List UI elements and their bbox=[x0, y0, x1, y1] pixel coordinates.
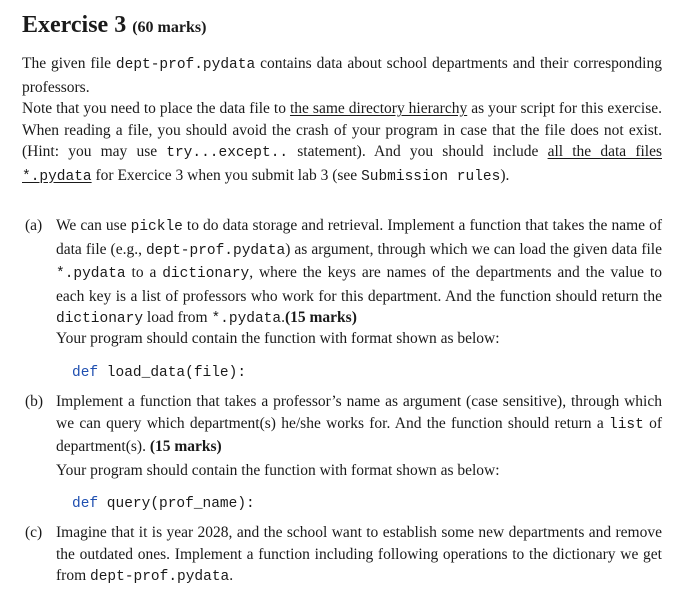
part-a-marks: (15 marks) bbox=[284, 309, 357, 326]
intro-section bbox=[22, 53, 662, 188]
part-a-body bbox=[56, 215, 662, 331]
part-b-body bbox=[56, 391, 662, 458]
text: load from bbox=[143, 309, 212, 326]
exercise-title: Exercise 3 bbox=[22, 12, 127, 38]
part-b-note: Your program should contain the function with format shown as below: bbox=[56, 462, 500, 479]
function-signature: load_data(file): bbox=[98, 365, 247, 381]
part-a-note: Your program should contain the function with format shown as below: bbox=[56, 330, 500, 347]
part-a-code bbox=[72, 363, 246, 385]
exercise-heading bbox=[22, 8, 206, 45]
part-b-label: (b) bbox=[25, 393, 44, 410]
def-keyword: def bbox=[72, 365, 99, 381]
code: dictionary bbox=[162, 266, 250, 282]
def-keyword: def bbox=[72, 496, 99, 512]
text: We can use bbox=[56, 217, 131, 234]
try-except-code: try...except.. bbox=[166, 145, 289, 161]
code: dictionary bbox=[56, 311, 144, 327]
text: as your script for this exercise. When reading a file, you should avoid the crash of your program in case that the file does not exist. (Hint: you may use bbox=[22, 100, 663, 160]
text: statement). And you should include bbox=[288, 143, 548, 160]
intro-paragraph-1 bbox=[22, 53, 662, 98]
text: of department(s). bbox=[56, 414, 663, 455]
code: dept-prof.pydata bbox=[145, 242, 286, 259]
text: , where the keys are names of the departments and the value to each key is a list of professors who work for this department. And the function should return the bbox=[56, 264, 662, 305]
code: *.pydata bbox=[211, 311, 282, 327]
intro-paragraph-2 bbox=[22, 98, 662, 188]
text: Imagine that it is year 2028, and the school want to establish some new departments and remove the outdated ones. Implement a function including following operations to the dictionary we get from bbox=[56, 524, 662, 584]
text: ) as argument, through which we can load the given data file bbox=[285, 240, 662, 258]
text: ). bbox=[500, 166, 510, 184]
part-b bbox=[22, 391, 662, 458]
underlined-text: all the data files bbox=[547, 143, 662, 160]
part-c bbox=[22, 522, 662, 589]
function-signature: query(prof_name): bbox=[98, 496, 255, 512]
text: Note that you need to place the data file to bbox=[22, 100, 290, 117]
text: The given file bbox=[22, 55, 116, 72]
file-name-code: dept-prof.pydata bbox=[115, 57, 256, 73]
exercise-marks: (60 marks) bbox=[132, 19, 207, 36]
text: . bbox=[229, 567, 234, 584]
pydata-glob-code: *.pydata bbox=[22, 168, 92, 185]
underlined-text: the same directory hierarchy bbox=[289, 100, 468, 117]
text: for Exercice 3 when you submit lab 3 (see bbox=[91, 166, 362, 184]
part-a bbox=[22, 215, 662, 331]
submission-rules-code: Submission rules bbox=[361, 168, 501, 185]
code: list bbox=[609, 416, 644, 433]
code: dept-prof.pydata bbox=[90, 569, 230, 585]
part-b-marks: (15 marks) bbox=[149, 438, 222, 455]
text: Implement a function that takes a professor’s name as argument (case sensitive), through which we can query which department(s) he/she works for. And the function should return a bbox=[56, 393, 662, 432]
part-c-label: (c) bbox=[25, 524, 43, 541]
text: to a bbox=[125, 264, 163, 281]
code: *.pydata bbox=[56, 266, 126, 282]
text: to do data storage and retrieval. Implement a function that takes the name of data file (e.g., bbox=[56, 217, 662, 258]
part-a-label: (a) bbox=[25, 217, 43, 234]
part-c-body bbox=[56, 522, 662, 589]
part-b-code bbox=[72, 494, 255, 516]
text: contains data about school departments and their corresponding professors. bbox=[22, 55, 662, 96]
text: . bbox=[281, 309, 285, 326]
code: pickle bbox=[130, 219, 183, 235]
